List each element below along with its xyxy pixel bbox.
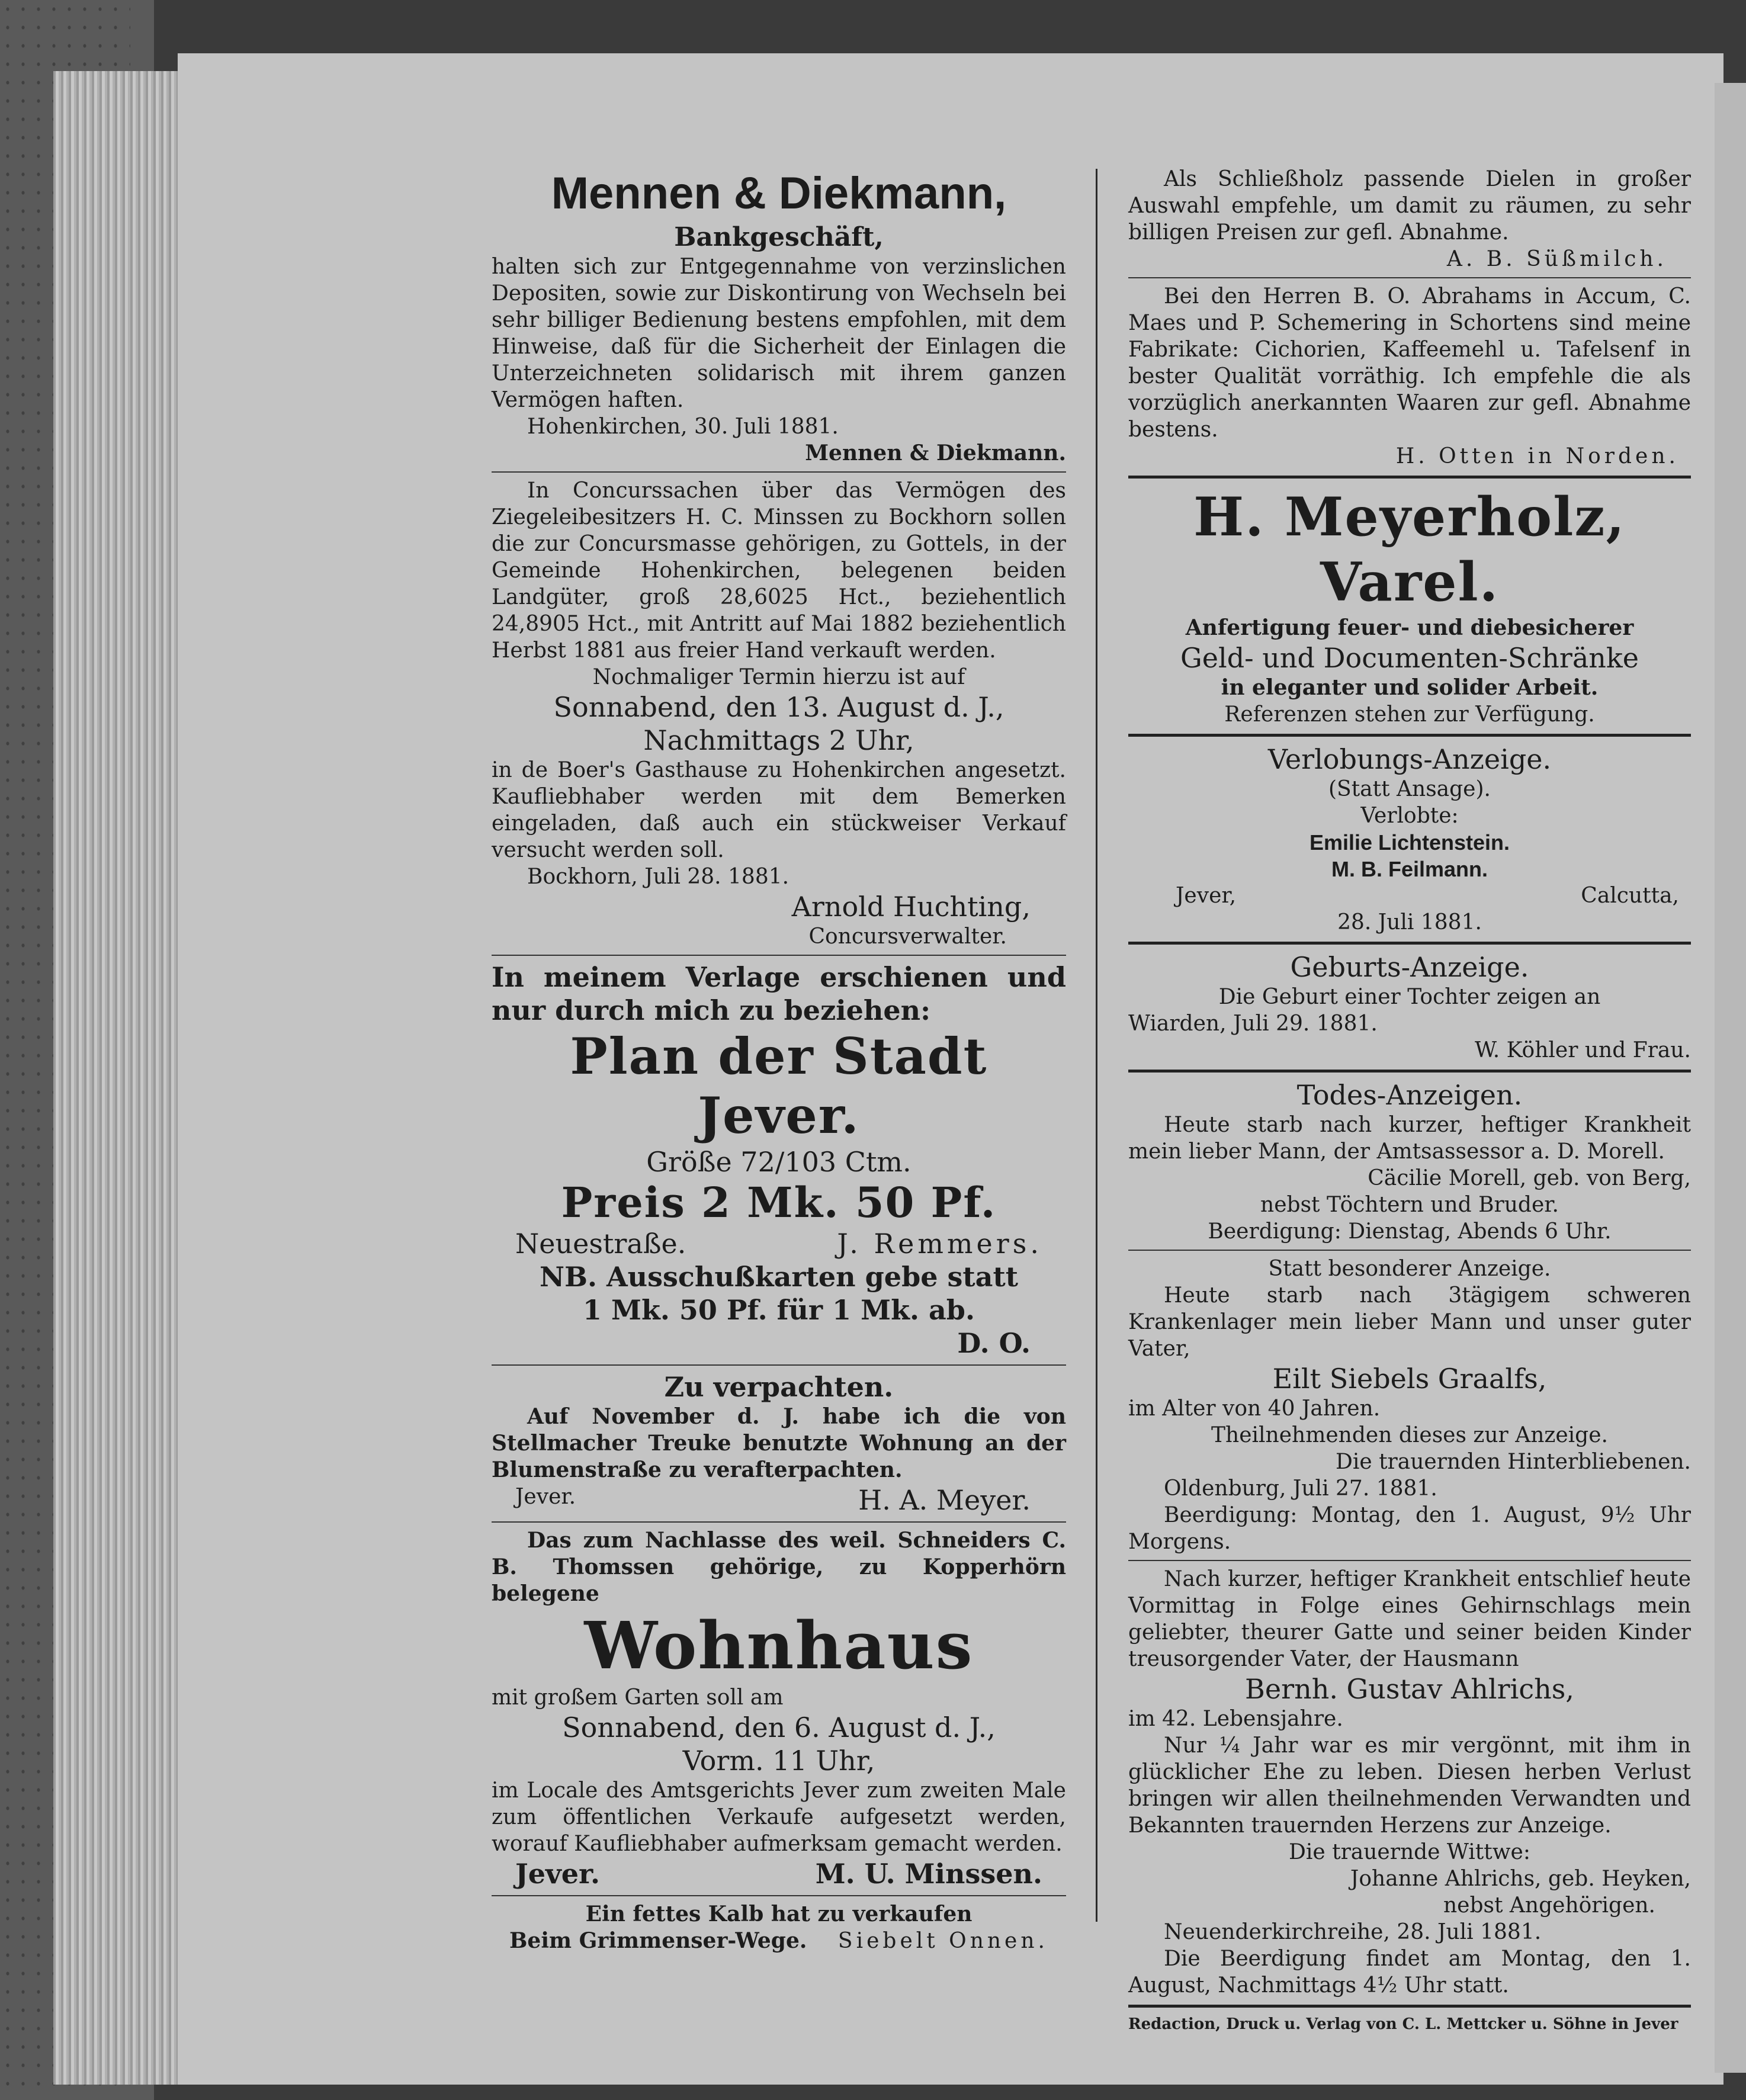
ad-todes-ahlrichs [1128,1566,1691,1999]
ad-todes-morell [1128,1078,1691,1245]
ad-signature: W. Köhler und Frau. [1475,1038,1691,1062]
ad-address: Neuestraße. [515,1228,686,1260]
ad-body: In Concurssachen über das Vermögen des Ziegeleibesitzers H. C. Minssen zu Bockhorn sollen die zur Concursmasse gehörigen, zu Gottels, in der Gemeinde Hohenkirchen, belegenen beiden Landgüter, groß 28,6025 Hct., beziehentlich 24,8905 Hct., mit Antritt auf Mai 1882 beziehentlich Herbst 1881 aus freier Hand verkauft werden. [492,479,1066,663]
ad-signature: M. U. Minssen. [815,1858,1042,1890]
ad-name: Bernh. Gustav Ahlrichs, [1245,1673,1574,1705]
ad-burial: Die Beerdigung findet am Montag, den 1. August, Nachmittags 4½ Uhr statt. [1128,1947,1691,1998]
ad-kalb [492,1901,1066,1954]
ad-nb-2: 1 Mk. 50 Pf. für 1 Mk. ab. [583,1294,975,1326]
ad-geburt [1128,951,1691,1064]
ad-dateline: Oldenburg, Juli 27. 1881. [1164,1476,1437,1501]
ad-body-2: Nur ¼ Jahr war es mir vergönnt, mit ihm in glücklicher Ehe zu leben. Diesen herben Verlust bringen wir allen theilnehmenden Verwandten und Bekannten trauernden Herzens zur Anzeige. [1128,1733,1691,1838]
right-column [1128,166,1691,2035]
ad-cichorien [1128,283,1691,470]
ad-line-3: in eleganter und solider Arbeit. [1221,675,1599,700]
ad-body: Nach kurzer, heftiger Krankheit entschlief heute Vormittag in Folge eines Gehirnschlags mein geliebter, theurer Gatte und seiner beiden Kinder treusorgender Vater, der Hausmann [1128,1567,1691,1671]
divider [1128,942,1691,945]
ad-place-2: Calcutta, [1581,884,1679,908]
ad-title: Mennen & Diekmann, [551,168,1007,219]
ad-label: Verlobte: [1360,804,1459,828]
ad-signature: Siebelt Onnen. [837,1929,1048,1953]
ad-plan-jever [492,961,1066,1360]
ad-date: Sonnabend, den 13. August d. J., [553,691,1004,723]
divider [1128,1560,1691,1561]
ad-notice: Theilnehmenden dieses zur Anzeige. [1211,1423,1608,1447]
ad-body: Auf November d. J. habe ich die von Stellmacher Treuke benutzte Wohnung an der Blumenstraße zu verafterpachten. [492,1404,1066,1482]
ad-text: mit großem Garten soll am [492,1685,784,1710]
ad-place: Jever. [515,1485,576,1509]
ad-name-2: M. B. Feilmann. [1331,857,1488,881]
ad-time: Vorm. 11 Uhr, [682,1745,875,1777]
ad-place: Jever. [515,1858,601,1890]
ad-time: Nachmittags 2 Uhr, [643,724,914,756]
ad-body: im Locale des Amtsgerichts Jever zum zweiten Male zum öffentlichen Verkaufe aufgesetzt werden, worauf Kaufliebhaber aufmerksam gemacht werden. [492,1778,1066,1856]
ad-name-1: Emilie Lichtenstein. [1309,830,1510,855]
divider [1128,476,1691,479]
ad-line-1: Anfertigung feuer- und diebesicherer [1185,615,1634,640]
divider [1128,277,1691,278]
ad-name: Eilt Siebels Graalfs, [1272,1363,1547,1395]
ad-size: Größe 72/103 Ctm. [646,1146,911,1178]
ad-body-2: in de Boer's Gasthause zu Hohenkirchen angesetzt. Kaufliebhaber werden mit dem Bemerken eingeladen, daß auch ein stückweiser Verkauf versucht werden soll. [492,758,1066,862]
divider [1128,1250,1691,1251]
ad-name: J. Remmers. [837,1228,1042,1260]
ad-wohnhaus [492,1527,1066,1890]
ad-place-1: Jever, [1176,884,1237,908]
ad-concurs [492,477,1066,950]
ad-sub: (Statt Ansage). [1328,777,1491,801]
ad-date: Sonnabend, den 6. August d. J., [562,1712,996,1743]
page-edges [53,71,178,2085]
divider [492,1521,1066,1523]
ad-burial: Beerdigung: Dienstag, Abends 6 Uhr. [1208,1219,1612,1244]
ad-nb-1: NB. Ausschußkarten gebe statt [540,1261,1018,1293]
divider [1128,734,1691,737]
ad-signature-2: nebst Töchtern und Bruder. [1260,1193,1559,1217]
ad-body: halten sich zur Entgegennahme von verzinslichen Depositen, sowie zur Diskontirung von Wechseln bei sehr billiger Bedienung bestens empfohlen, mit dem Hinweise, daß für die Sicherheit der Einlagen die Unterzeichneten solidarisch mit ihrem ganzen Vermögen haften. [492,255,1066,412]
ad-signature-1: Johanne Ahlrichs, geb. Heyken, [1350,1867,1691,1891]
ad-dateline: Neuenderkirchreihe, 28. Juli 1881. [1164,1920,1542,1944]
ad-role: Concursverwalter. [808,924,1007,949]
ad-title: Verlobungs-Anzeige. [1267,743,1552,775]
ad-signature-label: Die trauernde Wittwe: [1288,1840,1530,1864]
ad-places-row [1128,882,1691,909]
ad-signature: H. A. Meyer. [858,1484,1031,1516]
ad-intro-2: nur durch mich zu beziehen: [492,994,931,1026]
imprint: Redaction, Druck u. Verlag von C. L. Mettcker u. Söhne in Jever [1128,2015,1678,2033]
ad-burial: Beerdigung: Montag, den 1. August, 9½ Uhr Morgens. [1128,1503,1691,1554]
divider [492,471,1066,473]
ad-body: Als Schließholz passende Dielen in großer Auswahl empfehle, um damit zu räumen, zu sehr billigen Preisen zur gefl. Abnahme. [1128,167,1691,245]
ad-date: 28. Juli 1881. [1337,910,1482,935]
ad-dateline: Wiarden, Juli 29. 1881. [1128,1012,1378,1036]
ad-title: Wohnhaus [584,1607,974,1684]
ad-signature: Die trauernden Hinterbliebenen. [1335,1450,1691,1474]
divider [492,1364,1066,1366]
ad-signature-row [492,1928,1066,1954]
ad-signature: A. B. Süßmilch. [1446,247,1667,271]
ad-signature: Mennen & Diekmann. [805,441,1066,465]
ad-mennen-diekmann [492,166,1066,467]
ad-initials: D. O. [957,1327,1031,1359]
divider [1128,1070,1691,1073]
ad-signature-2: nebst Angehörigen. [1443,1893,1655,1918]
ad-signature: H. Otten in Norden. [1395,444,1679,468]
divider [492,1895,1066,1896]
ad-dielen [1128,166,1691,272]
divider [1128,2005,1691,2008]
ad-title: Zu verpachten. [664,1371,894,1403]
ad-intro-1: In meinem Verlage erschienen und [492,961,1066,993]
ad-body: Die Geburt einer Tochter zeigen an [1218,985,1601,1009]
ad-signature-1: Cäcilie Morell, geb. von Berg, [1368,1166,1691,1190]
ad-price: Preis 2 Mk. 50 Pf. [561,1178,997,1227]
ad-title: Geburts-Anzeige. [1290,951,1529,983]
left-column [492,166,1066,1954]
ad-age: im Alter von 40 Jahren. [1128,1396,1381,1421]
ad-body: Bei den Herren B. O. Abrahams in Accum, C. Maes und P. Schemering in Schortens sind meine Fabrikate: Cichorien, Kaffeemehl u. Tafelsenf in bester Qualität vorräthig. Ich empfehle die als vorzüglich anerkannten Waaren zur gefl. Abnahme bestens. [1128,284,1691,442]
ad-intro: Das zum Nachlasse des weil. Schneiders C. B. Thomssen gehörige, zu Kopperhörn belegene [492,1528,1066,1606]
facing-page-edge [1715,83,1746,2073]
ad-signature-row [492,1857,1066,1890]
ad-termin: Nochmaliger Termin hierzu ist auf [592,665,965,689]
ad-age: im 42. Lebensjahre. [1128,1707,1343,1731]
ad-body: Heute starb nach 3tägigem schweren Krankenlager mein lieber Mann und unser guter Vater, [1128,1283,1691,1361]
ad-meyerholz [1128,484,1691,728]
ad-signature-row [492,1484,1066,1517]
column-divider [1096,169,1097,1922]
ad-title: Todes-Anzeigen. [1296,1079,1523,1111]
ad-head: Statt besonderer Anzeige. [1268,1257,1551,1281]
divider [492,955,1066,956]
ad-address-row [492,1227,1066,1260]
ad-line-1: Ein fettes Kalb hat zu verkaufen [585,1902,973,1926]
ad-dateline: Hohenkirchen, 30. Juli 1881. [527,415,839,439]
ad-verlobung [1128,743,1691,936]
ad-title: H. Meyerholz, Varel. [1193,486,1626,614]
ad-title: Plan der Stadt Jever. [570,1027,988,1145]
ad-dateline: Bockhorn, Juli 28. 1881. [527,865,789,889]
ad-signature: Arnold Huchting, [791,891,1031,923]
ad-todes-graalfs [1128,1255,1691,1555]
ad-verpachten [492,1370,1066,1517]
ad-subtitle: Bankgeschäft, [674,222,884,252]
ad-line-2: Beim Grimmenser-Wege. [509,1928,807,1953]
ad-line-4: Referenzen stehen zur Verfügung. [1224,702,1595,727]
ad-body: Heute starb nach kurzer, heftiger Krankheit mein lieber Mann, der Amtsassessor a. D. Morell. [1128,1113,1691,1164]
ad-line-2: Geld- und Documenten-Schränke [1180,642,1639,674]
